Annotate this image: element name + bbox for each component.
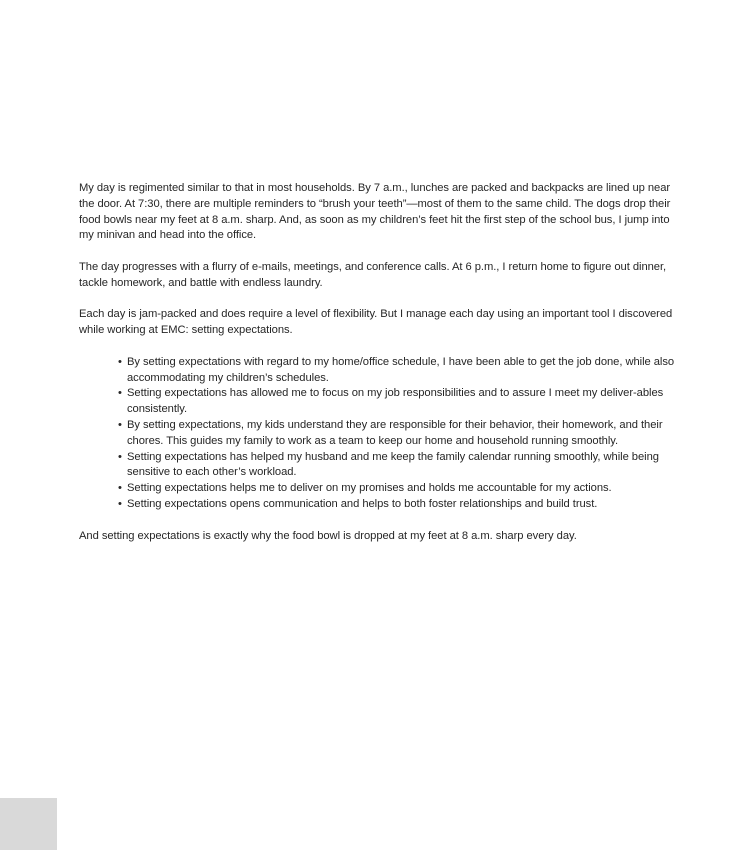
list-item-text: By setting expectations, my kids understand they are responsible for their behavior, their homework, and their chores. This guides my family to work as a team to keep our home and household running smoothly. <box>127 418 663 447</box>
paragraph-workday: The day progresses with a flurry of e-mails, meetings, and conference calls. At 6 p.m., I return home to figure out dinner, tackle homework, and battle with endless laundry. <box>79 260 667 289</box>
list-item-text: Setting expectations has helped my husband and me keep the family calendar running smoothly, while being sensitive to each other’s workload. <box>127 450 659 479</box>
bullet-icon: • <box>118 387 122 400</box>
bullet-icon: • <box>118 418 122 431</box>
body-text <box>79 181 675 560</box>
list-item-text: Setting expectations has allowed me to focus on my job responsibilities and to assure I meet my deliver-ables consistently. <box>127 387 664 416</box>
expectations-bullet-list <box>79 355 675 513</box>
list-item-text: Setting expectations helps me to deliver on my promises and holds me accountable for my actions. <box>127 482 612 495</box>
bullet-icon: • <box>118 450 122 463</box>
page-corner-block <box>0 798 57 850</box>
bullet-icon: • <box>118 497 122 510</box>
list-item <box>118 450 675 482</box>
bullet-icon: • <box>118 355 122 368</box>
paragraph-setting-expectations: Each day is jam-packed and does require a level of flexibility. But I manage each day using an important tool I discovered while working at EMC: setting expectations. <box>79 308 673 337</box>
paragraph-daily-routine: My day is regimented similar to that in most households. By 7 a.m., lunches are packed and backpacks are lined up near the door. At 7:30, there are multiple reminders to “brush your teeth”—most of them to the same child. The dogs drop their food bowls near my feet at 8 a.m. sharp. And, as soon as my children’s feet hit the first step of the school bus, I jump into my minivan and head into the office. <box>79 182 671 242</box>
list-item <box>118 497 675 513</box>
paragraph-closing: And setting expectations is exactly why the food bowl is dropped at my feet at 8 a.m. sharp every day. <box>79 529 577 542</box>
list-item <box>118 355 675 387</box>
bullet-icon: • <box>118 482 122 495</box>
list-item-text: Setting expectations opens communication and helps to both foster relationships and build trust. <box>127 497 598 510</box>
list-item-text: By setting expectations with regard to my home/office schedule, I have been able to get the job done, while also accommodating my children’s schedules. <box>127 355 675 384</box>
list-item <box>118 481 675 497</box>
list-item <box>118 418 675 450</box>
list-item <box>118 386 675 418</box>
